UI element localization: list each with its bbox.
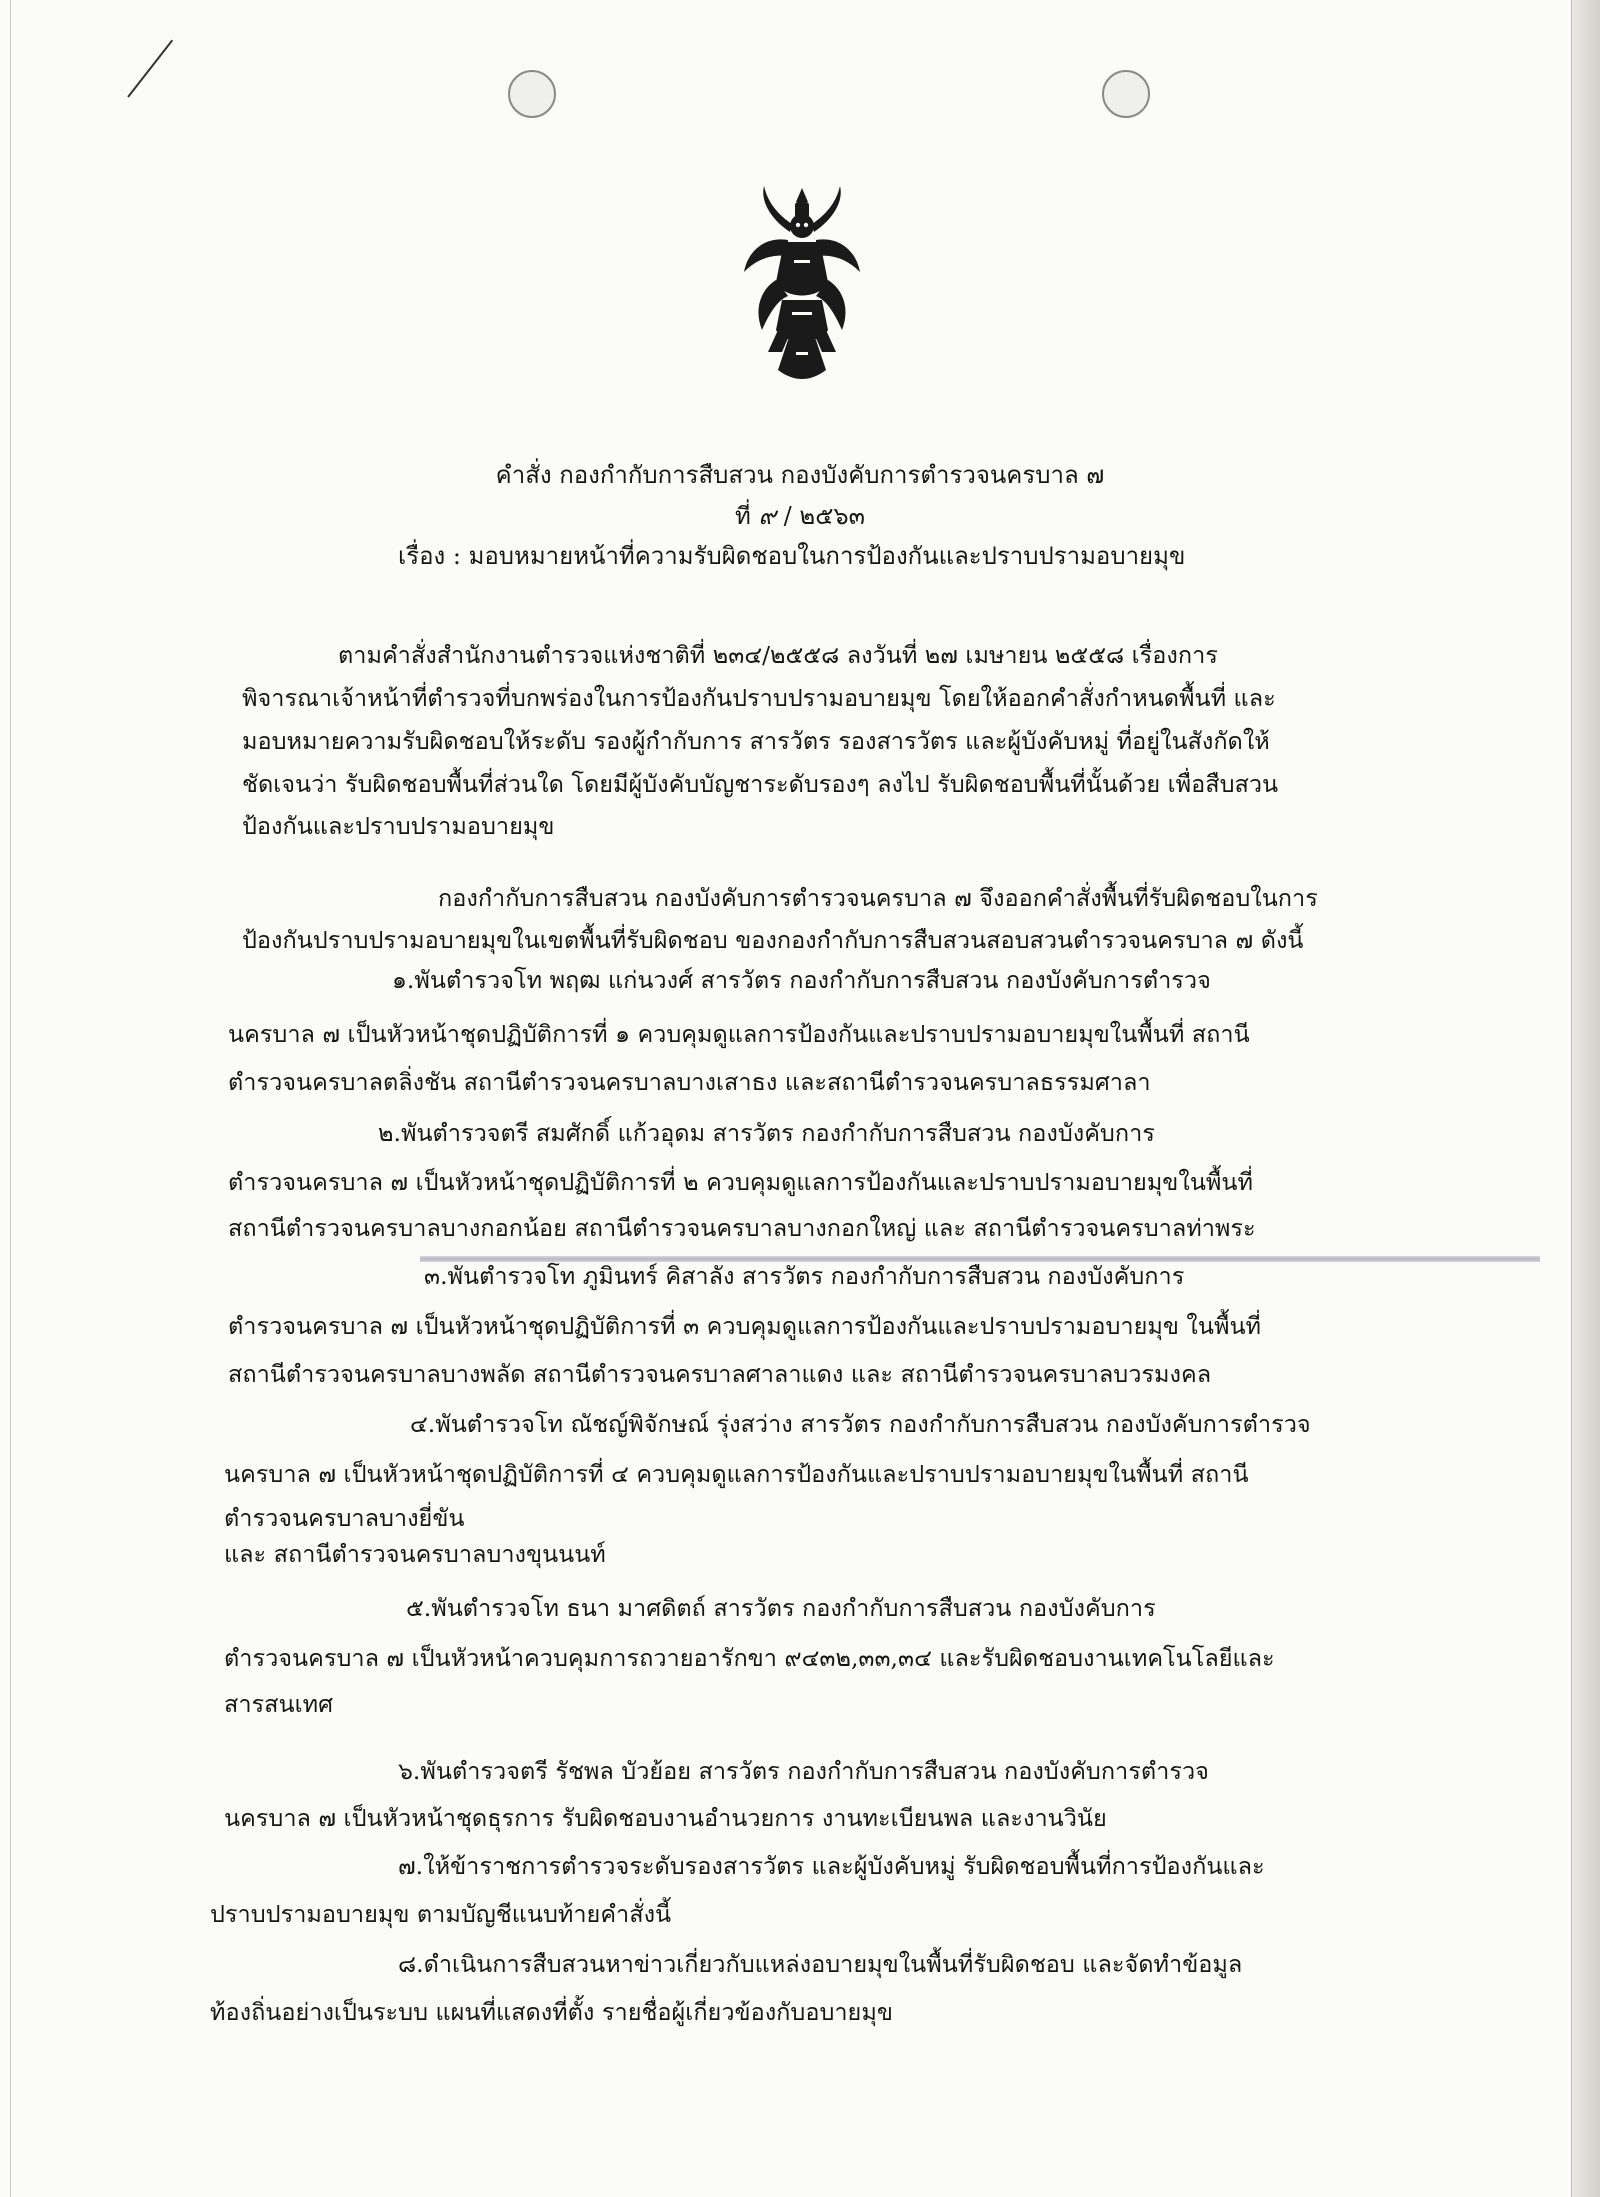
body-line: ๒.พันตำรวจตรี สมศักดิ์ แก้วอุดม สารวัตร กองกำกับการสืบสวน กองบังคับการ (378, 1119, 1155, 1147)
body-line: ชัดเจนว่า รับผิดชอบพื้นที่ส่วนใด โดยมีผู้บังคับบัญชาระดับรองๆ ลงไป รับผิดชอบพื้นที่นั้นด้วย เพื่อสืบสวน (242, 770, 1279, 798)
body-line: ตำรวจนครบาลตลิ่งชัน สถานีตำรวจนครบาลบางเสาธง และสถานีตำรวจนครบาลธรรมศาลา (228, 1068, 1151, 1096)
body-line: ตำรวจนครบาล ๗ เป็นหัวหน้าชุดปฏิบัติการที่ ๒ ควบคุมดูแลการป้องกันและปราบปรามอบายมุขในพื้นที่ (228, 1168, 1253, 1196)
body-line: ตำรวจนครบาลบางยี่ขัน (224, 1504, 465, 1532)
body-line: พิจารณาเจ้าหน้าที่ตำรวจที่บกพร่องในการป้องกันปราบปรามอบายมุข โดยให้ออกคำสั่งกำหนดพื้นที่ และ (242, 684, 1276, 712)
body-line: มอบหมายความรับผิดชอบให้ระดับ รองผู้กำกับการ สารวัตร รองสารวัตร และผู้บังคับหมู่ ที่อยู่ในสังกัดให้ (242, 727, 1270, 755)
body-line: สถานีตำรวจนครบาลบางพลัด สถานีตำรวจนครบาลศาลาแดง และ สถานีตำรวจนครบาลบวรมงคล (228, 1360, 1212, 1388)
order-number-year: / ๒๕๖๓ (783, 502, 866, 530)
page-edge-right (1571, 0, 1600, 2197)
body-line: ป้องกันและปราบปรามอบายมุข (242, 812, 555, 840)
order-subject: เรื่อง : มอบหมายหน้าที่ความรับผิดชอบในการป้องกันและปราบปรามอบายมุข (398, 542, 1186, 570)
order-number-handwritten: ๙ (758, 502, 777, 530)
body-line: และ สถานีตำรวจนครบาลบางขุนนนท์ (224, 1540, 606, 1568)
body-line: กองกำกับการสืบสวน กองบังคับการตำรวจนครบาล ๗ จึงออกคำสั่งพื้นที่รับผิดชอบในการ (438, 884, 1318, 912)
body-line: ๖.พันตำรวจตรี รัชพล บัวย้อย สารวัตร กองกำกับการสืบสวน กองบังคับการตำรวจ (398, 1757, 1209, 1785)
order-number (0, 496, 1600, 535)
punch-hole-right (1102, 70, 1150, 118)
body-line: สถานีตำรวจนครบาลบางกอกน้อย สถานีตำรวจนครบาลบางกอกใหญ่ และ สถานีตำรวจนครบาลท่าพระ (228, 1214, 1256, 1242)
body-line: นครบาล ๗ เป็นหัวหน้าชุดธุรการ รับผิดชอบงานอำนวยการ งานทะเบียนพล และงานวินัย (224, 1804, 1107, 1832)
page-edge-left (10, 0, 11, 2197)
body-line: ๔.พันตำรวจโท ณัชญ์พิจักษณ์ รุ่งสว่าง สารวัตร กองกำกับการสืบสวน กองบังคับการตำรวจ (410, 1410, 1311, 1438)
body-line: ตามคำสั่งสำนักงานตำรวจแห่งชาติที่ ๒๓๔/๒๕๕๘ ลงวันที่ ๒๗ เมษายน ๒๕๕๘ เรื่องการ (338, 641, 1218, 669)
body-line: สารสนเทศ (224, 1690, 334, 1718)
body-line: ตำรวจนครบาล ๗ เป็นหัวหน้าชุดปฏิบัติการที่ ๓ ควบคุมดูแลการป้องกันและปราบปรามอบายมุข ในพื้นที่ (228, 1312, 1262, 1340)
body-line: นครบาล ๗ เป็นหัวหน้าชุดปฏิบัติการที่ ๔ ควบคุมดูแลการป้องกันและปราบปรามอบายมุขในพื้นที่ สถานี (224, 1460, 1249, 1488)
order-number-prefix: ที่ (734, 502, 751, 530)
body-line: ๘.ดำเนินการสืบสวนหาข่าวเกี่ยวกับแหล่งอบายมุขในพื้นที่รับผิดชอบ และจัดทำข้อมูล (398, 1950, 1243, 1978)
body-line: ๗.ให้ข้าราชการตำรวจระดับรองสารวัตร และผู้บังคับหมู่ รับผิดชอบพื้นที่การป้องกันและ (398, 1852, 1265, 1880)
body-line: ๕.พันตำรวจโท ธนา มาศดิตถ์ สารวัตร กองกำกับการสืบสวน กองบังคับการ (406, 1594, 1156, 1622)
body-line: ตำรวจนครบาล ๗ เป็นหัวหน้าควบคุมการถวายอารักขา ๙๔๓๒,๓๓,๓๔ และรับผิดชอบงานเทคโนโลยีและ (224, 1644, 1275, 1672)
body-line: ๑.พันตำรวจโท พฤฒ แก่นวงศ์ สารวัตร กองกำกับการสืบสวน กองบังคับการตำรวจ (392, 966, 1211, 994)
order-title: คำสั่ง กองกำกับการสืบสวน กองบังคับการตำรวจนครบาล ๗ (495, 461, 1105, 489)
body-line: ๓.พันตำรวจโท ภูมินทร์ คิสาลัง สารวัตร กองกำกับการสืบสวน กองบังคับการ (424, 1262, 1185, 1290)
body-line: ปราบปรามอบายมุข ตามบัญชีแนบท้ายคำสั่งนี้ (210, 1900, 672, 1928)
body-line: ป้องกันปราบปรามอบายมุขในเขตพื้นที่รับผิดชอบ ของกองกำกับการสืบสวนสอบสวนตำรวจนครบาล ๗ ดังนี้ (242, 926, 1304, 954)
body-line: นครบาล ๗ เป็นหัวหน้าชุดปฏิบัติการที่ ๑ ควบคุมดูแลการป้องกันและปราบปรามอบายมุขในพื้นที่ สถานี (228, 1020, 1250, 1048)
punch-hole-left (508, 70, 556, 118)
garuda-emblem-icon (742, 180, 862, 385)
pen-mark (127, 40, 173, 98)
body-line: ท้องถิ่นอย่างเป็นระบบ แผนที่แสดงที่ตั้ง รายชื่อผู้เกี่ยวข้องกับอบายมุข (210, 1998, 893, 2026)
